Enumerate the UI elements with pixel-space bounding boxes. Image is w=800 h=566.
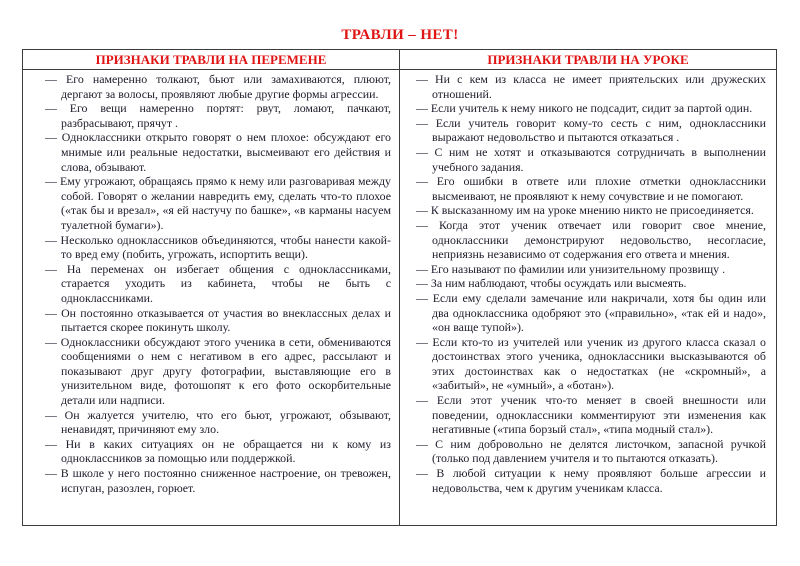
list-item: — Его вещи намеренно портят: рвут, ломают, пачкают, разбрасывают, прячут .	[45, 101, 391, 130]
list-item: — С ним добровольно не делятся листочком, запасной ручкой (только под давлением учителя и то пытаются отказать).	[416, 436, 766, 466]
list-item: — Если кто-то из учителей или ученик из другого класса сказал о достоинствах этого ученика, одноклассники высказываются об этих достоинствах как о недостатках (не «скромный», а «забитый», не «умный», а «ботан»).	[416, 334, 766, 393]
column-header-break: ПРИЗНАКИ ТРАВЛИ НА ПЕРЕМЕНЕ	[23, 50, 399, 70]
list-item: — Одноклассники обсуждают этого ученика в сети, обмениваются сообщениями о нем с негативом в его адрес, рассылают и показывают друг другу фотографии, выставляющие его в унизительном виде, фотошопят к его фото оскорбительные детали или надписи.	[45, 334, 391, 408]
list-item: — На переменах он избегает общения с одноклассниками, старается уходить из кабинета, чтобы не быть с одноклассниками.	[45, 261, 391, 305]
signs-list-lesson	[400, 70, 776, 525]
list-item: — Если учитель говорит кому-то сесть с ним, одноклассники выражают недовольство и пытаются отказаться .	[416, 115, 766, 145]
list-item: — Его ошибки в ответе или плохие отметки одноклассники высмеивают, не проявляют к нему сочувствие и не помогают.	[416, 174, 766, 203]
column-header-lesson: ПРИЗНАКИ ТРАВЛИ НА УРОКЕ	[400, 50, 776, 70]
list-item: — Одноклассники открыто говорят о нем плохое: обсуждают его мнимые или реальные недостатки, высмеивают его действия и слова, обзывают.	[45, 130, 391, 174]
list-item: — Ему угрожают, обращаясь прямо к нему или разговаривая между собой. Говорят о желании навредить ему, сделать что-то плохое («так бы и врезал», «я ей настучу по башке», «в карманы насуем туалетной бумаги»).	[45, 174, 391, 232]
list-item: — Когда этот ученик отвечает или говорит свое мнение, одноклассники демонстрируют недовольство, несогласие, неприязнь независимо от содержания его ответа и мнения.	[416, 217, 766, 262]
page-title: ТРАВЛИ – НЕТ!	[341, 27, 459, 43]
column-signs-during-break	[23, 50, 399, 525]
signs-list-break	[23, 70, 399, 525]
list-item: — Его называют по фамилии или унизительному прозвищу .	[416, 261, 726, 276]
list-item: — Несколько одноклассников объединяются, чтобы нанести какой- то вред ему (побить, угрожать, испортить вещи).	[45, 232, 391, 262]
list-item: — Он жалуется учителю, что его бьют, угрожают, обзывают, ненавидят, причиняют ему зло.	[45, 407, 391, 437]
list-item: — Ни в каких ситуациях он не обращается ни к кому из одноклассников за помощью или поддержкой.	[45, 436, 391, 466]
signs-table	[22, 49, 777, 526]
list-item: — Его намеренно толкают, бьют или замахиваются, плюют, дергают за волосы, проявляют любые другие формы агрессии.	[45, 72, 391, 101]
list-item: — В любой ситуации к нему проявляют больше агрессии и недовольства, чем к другим ученикам класса.	[416, 466, 766, 495]
list-item: — Ни с кем из класса не имеет приятельских или дружеских отношений.	[416, 72, 766, 101]
list-item: — Он постоянно отказывается от участия во внеклассных делах и пытается скорее покинуть школу.	[45, 305, 391, 335]
list-item: — К высказанному им на уроке мнению никто не присоединяется.	[416, 203, 754, 218]
list-item: — Если учитель к нему никого не подсадит, сидит за партой один.	[416, 101, 753, 116]
list-item: — Если ему сделали замечание или накричали, хотя бы один или два одноклассника одобряют это («правильно», «так ей и надо», «он ваще тупой»).	[416, 290, 766, 335]
list-item: — Если этот ученик что-то меняет в своей внешности или поведении, одноклассники комментируют эти изменения как негативные («типа борзый стал», «типа модный стал»).	[416, 393, 766, 437]
list-item: — В школе у него постоянно сниженное настроение, он тревожен, испуган, разозлен, горюет.	[45, 466, 391, 495]
list-item: — С ним не хотят и отказываются сотрудничать в выполнении учебного задания.	[416, 144, 766, 174]
list-item: — За ним наблюдают, чтобы осуждать или высмеять.	[416, 276, 687, 291]
column-signs-during-lesson	[399, 50, 776, 525]
